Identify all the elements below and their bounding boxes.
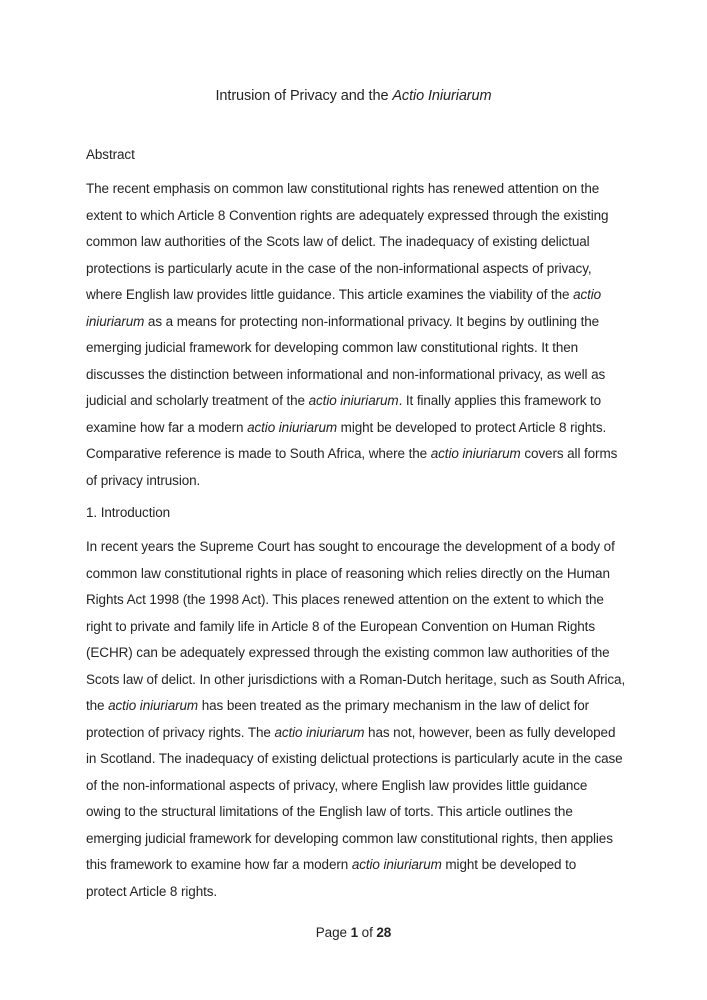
paragraph-line: iniuriarum as a means for protecting non-informational privacy. It begins by outlining the: [86, 313, 600, 329]
footer-current-page-number: 1: [350, 925, 358, 940]
paragraph-line: protections is particularly acute in the case of the non-informational aspects of privacy,: [86, 260, 592, 276]
paragraph-line: The recent emphasis on common law constitutional rights has renewed attention on the: [86, 181, 600, 196]
paragraph-line: where English law provides little guidance. This article examines the viability of the actio: [86, 287, 602, 302]
paragraph-line: judicial and scholarly treatment of the actio iniuriarum. It finally applies this framework to: [86, 393, 602, 408]
paper-title: [86, 0, 621, 106]
paragraph-line: in Scotland. The inadequacy of existing delictual protections is particularly acute in the case: [86, 751, 623, 766]
footer-total-pages-number: 28: [376, 925, 392, 940]
paragraph-line: examine how far a modern actio iniuriarum might be developed to protect Article 8 rights.: [86, 419, 607, 435]
paragraph-line: Comparative reference is made to South Africa, where the actio iniuriarum covers all forms: [86, 446, 618, 461]
paragraph-line: (ECHR) can be adequately expressed through the existing common law authorities of the: [86, 645, 610, 660]
paragraph-line: the actio iniuriarum has been treated as the primary mechanism in the law of delict for: [86, 698, 590, 713]
footer-of-label: of: [361, 925, 373, 940]
section-heading: 1. Introduction: [86, 505, 171, 520]
paragraph-line: discusses the distinction between informational and non-informational privacy, as well as: [86, 366, 606, 382]
paragraph-line: emerging judicial framework for developing common law constitutional rights. It then: [86, 340, 579, 355]
page-footer: [86, 923, 621, 943]
paragraph-line: right to private and family life in Article 8 of the European Convention on Human Rights: [86, 618, 595, 634]
document-body: [86, 145, 626, 905]
paragraph-line: common law authorities of the Scots law of delict. The inadequacy of existing delictual: [86, 234, 590, 249]
paragraph-line: of the non-informational aspects of privacy, where English law provides little guidance: [86, 777, 588, 793]
paragraph-line: Rights Act 1998 (the 1998 Act). This places renewed attention on the extent to which the: [86, 592, 604, 607]
paragraph-line: protect Article 8 rights.: [86, 883, 218, 899]
paragraph-line: owing to the structural limitations of the English law of torts. This article outlines the: [86, 804, 573, 819]
paragraph-line: Scots law of delict. In other jurisdictions with a Roman-Dutch heritage, such as South Africa,: [86, 671, 626, 687]
paper-title-latin-phrase: Actio Iniuriarum: [392, 88, 492, 104]
paragraph: [86, 534, 626, 905]
paragraph-line: emerging judicial framework for developing common law constitutional rights, then applies: [86, 830, 613, 846]
section-heading: Abstract: [86, 147, 135, 162]
paragraph-line: common law constitutional rights in place of reasoning which relies directly on the Human: [86, 565, 610, 581]
paragraph-line: protection of privacy rights. The actio iniuriarum has not, however, been as fully developed: [86, 724, 616, 740]
paper-title-text: Intrusion of Privacy and the: [215, 88, 393, 104]
footer-page-label: Page: [315, 925, 347, 940]
paragraph-line: this framework to examine how far a modern actio iniuriarum might be developed to: [86, 857, 577, 872]
paragraph: [86, 176, 621, 494]
paragraph-line: of privacy intrusion.: [86, 472, 201, 488]
paragraph-line: In recent years the Supreme Court has sought to encourage the development of a body of: [86, 539, 615, 554]
paragraph-line: extent to which Article 8 Convention rights are adequately expressed through the existing: [86, 207, 609, 223]
